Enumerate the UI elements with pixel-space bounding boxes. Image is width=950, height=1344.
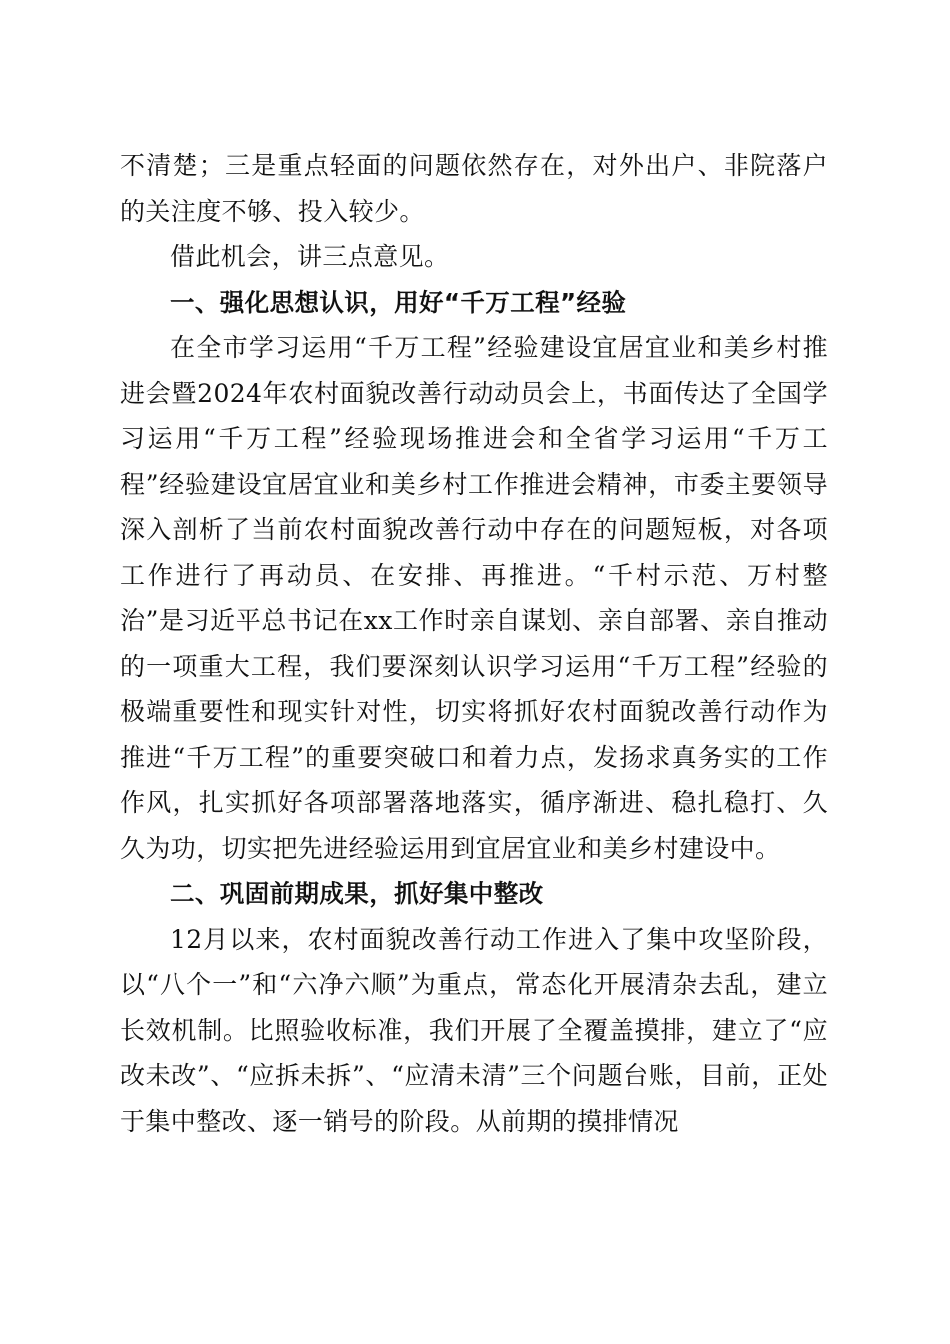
paragraph-intro: 借此机会，讲三点意见。 [170, 242, 450, 271]
section-heading-2: 二、巩固前期成果，抓好集中整改 [170, 879, 544, 908]
section-heading-1: 一、强化思想认识，用好“千万工程”经验 [170, 287, 627, 317]
paragraph-section-2: 12月以来，农村面貌改善行动工作进入了集中攻坚阶段，以“八个一”和“六净六顺”为重点，常态化开展清杂去乱，建立长效机制。比照验收标准，我们开展了全覆盖摸排，建立了“应改未改”、“应拆未拆”、“应清未清”三个问题台账，目前，正处于集中整改、逐一销号的阶段。从前期的摸排情况 [120, 924, 828, 1136]
paragraph-section-1: 在全市学习运用“千万工程”经验建设宜居宜业和美乡村推进会暨2024年农村面貌改善行动动员会上，书面传达了全国学习运用“千万工程”经验现场推进会和全省学习运用“千万工程”经验建设宜居宜业和美乡村工作推进会精神，市委主要领导深入剖析了当前农村面貌改善行动中存在的问题短板，对各项工作进行了再动员、在安排、再推进。“千村示范、万村整治”是习近平总书记在xx工作时亲自谋划、亲自部署、亲自推动的一项重大工程，我们要深刻认识学习运用“千万工程”经验的极端重要性和现实针对性，切实将抓好农村面貌改善行动作为推进“千万工程”的重要突破口和着力点，发扬求真务实的工作作风，扎实抓好各项部署落地落实，循序渐进、稳扎稳打、久久为功，切实把先进经验运用到宜居宜业和美乡村建设中。 [120, 333, 828, 863]
paragraph-continuation: 不清楚；三是重点轻面的问题依然存在，对外出户、非院落户的关注度不够、投入较少。 [120, 151, 828, 226]
document-body [120, 143, 828, 1144]
